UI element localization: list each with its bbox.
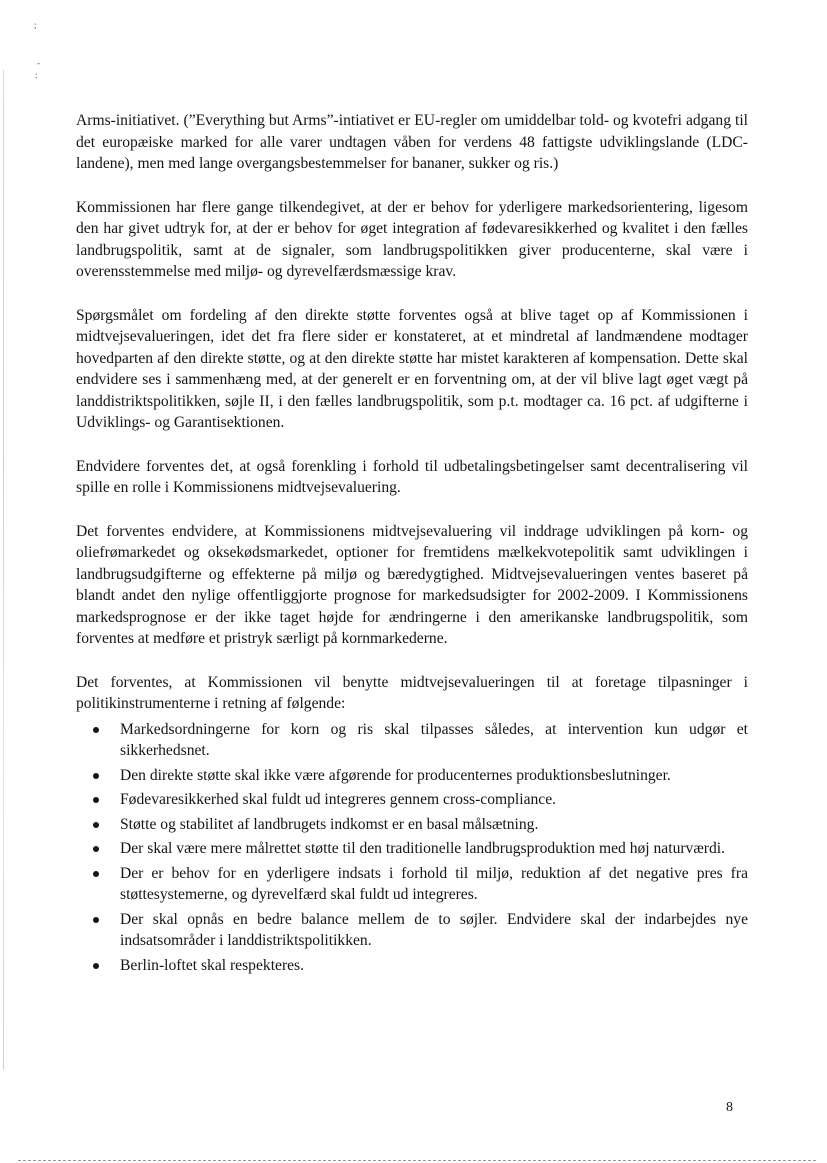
list-item-text: Der skal være mere målrettet støtte til den traditionelle landbrugsproduktion med høj naturværdi. <box>120 840 725 857</box>
bullet-icon <box>93 797 99 803</box>
paragraph: Kommissionen har flere gange tilkendegivet, at der er behov for yderligere markedsorientering, ligesom den har givet udtryk for, at der er behov for øget integration af fødevaresikkerhed og kvalitet i den fælles landbrugspolitik, samt at de signaler, som landbrugspolitikken giver producenterne, skal være i overensstemmelse med miljø- og dyrevelfærdsmæssige krav. <box>76 198 748 280</box>
list-item <box>76 789 748 811</box>
bullet-icon <box>93 963 99 969</box>
bullet-icon <box>93 773 99 779</box>
list-item-text: Der skal opnås en bedre balance mellem de to søjler. Endvidere skal der indarbejdes nye indsatsområder i landdistriktspolitikken. <box>120 910 748 949</box>
list-item-text: Berlin-loftet skal respekteres. <box>120 956 305 974</box>
scan-edge <box>3 70 4 1070</box>
bullet-icon <box>93 871 99 877</box>
list-item-text: Der er behov for en yderligere indsats i forhold til miljø, reduktion af det negative pres fra støttesystemerne, og dyrevelfærd skal fuldt ud integreres. <box>120 864 748 903</box>
list-item-text: Markedsordningerne for korn og ris skal tilpasses således, at intervention kun udgør et sikkerhedsnet. <box>120 720 748 759</box>
paragraph: Arms-initiativet. (”Everything but Arms”-intiativet er EU-regler om umiddelbar told- og kvotefri adgang til det europæiske marked for alle varer undtagen våben for verdens 48 fattigste udviklingslande (LDC-landene), men med lange overgangsbestemmelser for bananer, sukker og ris.) <box>76 112 748 172</box>
bullet-list <box>76 719 748 977</box>
list-item <box>76 955 748 977</box>
scan-speck: - <box>37 58 40 68</box>
bullet-icon <box>93 727 99 733</box>
list-item <box>76 765 748 787</box>
paragraph: Endvidere forventes det, at også forenkling i forhold til udbetalingsbetingelser samt decentralisering vil spille en rolle i Kommissionens midtvejsevaluering. <box>76 457 748 496</box>
list-item <box>76 814 748 836</box>
paragraph: Det forventes, at Kommissionen vil benytte midtvejsevalueringen til at foretage tilpasninger i politikinstrumenterne i retning af følgende: <box>76 673 748 712</box>
page-number: 8 <box>726 1100 733 1115</box>
bullet-icon <box>93 822 99 828</box>
list-item <box>76 838 748 860</box>
document-body <box>76 110 748 979</box>
scan-speck: ; <box>34 20 37 30</box>
paragraph: Det forventes endvidere, at Kommissionens midtvejsevaluering vil inddrage udviklingen på korn- og oliefrømarkedet og oksekødsmarkedet, optioner for fremtidens mælkekvotepolitik samt udviklingen i landbrugsudgifterne og effekterne på miljø og bæredygtighed. Midtvejsevalueringen ventes baseret på blandt andet den nylige offentliggjorte prognose for markedsudsigter for 2002-2009. I Kommissionens markedsprognose er der ikke taget højde for ændringerne i den amerikanske landbrugspolitik, som forventes at medføre et pristryk særligt på kornmarkederne. <box>76 522 748 647</box>
list-item <box>76 863 748 906</box>
page-bottom-rule <box>18 1160 818 1161</box>
paragraph: Spørgsmålet om fordeling af den direkte støtte forventes også at blive taget op af Kommissionen i midtvejsevalueringen, idet det fra flere sider er konstateret, at et mindretal af landmændene modtager hovedparten af den direkte støtte, og at den direkte støtte har mistet karakteren af kompensation. Dette skal endvidere ses i sammenhæng med, at der generelt er en forventning om, at der vil blive lagt øget vægt på landdistriktspolitikken, søjle II, i den fælles landbrugspolitik, som p.t. modtager ca. 16 pct. af udgifterne i Udviklings- og Garantisektionen. <box>76 306 748 431</box>
list-item-text: Den direkte støtte skal ikke være afgørende for producenternes produktionsbeslutninger. <box>120 766 671 784</box>
list-item <box>76 909 748 952</box>
list-item-text: Støtte og stabilitet af landbrugets indkomst er en basal målsætning. <box>120 815 539 833</box>
list-item-text: Fødevaresikkerhed skal fuldt ud integreres gennem cross-compliance. <box>120 791 557 808</box>
bullet-icon <box>93 846 99 852</box>
scan-speck: : <box>35 70 38 80</box>
bullet-icon <box>93 917 99 923</box>
list-item <box>76 719 748 762</box>
